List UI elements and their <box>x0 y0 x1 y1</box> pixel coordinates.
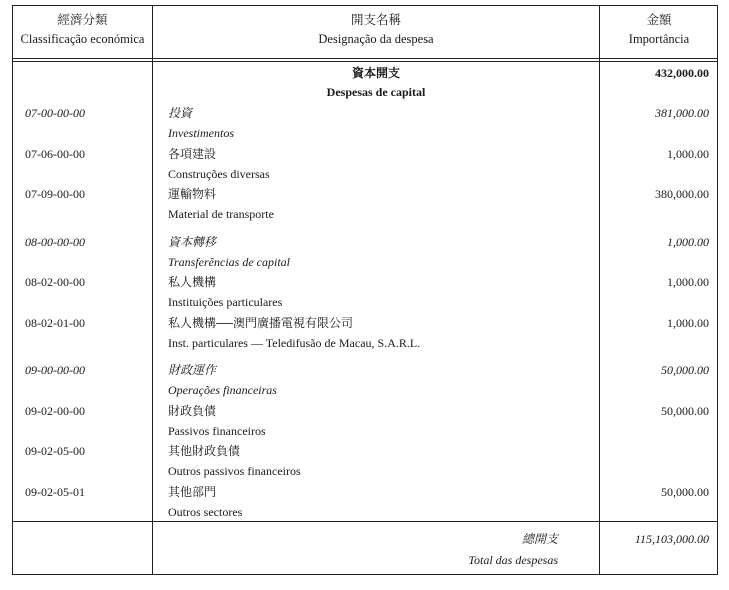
column-header-designation <box>153 11 599 49</box>
row-designation-pt: Construções diversas <box>168 167 270 181</box>
row-amount: 50,000.00 <box>661 404 709 418</box>
row-amount: 381,000.00 <box>655 106 709 120</box>
total-label-pt: Total das despesas <box>468 553 558 567</box>
column-header-amount-zh: 金額 <box>646 13 672 27</box>
column-header-amount-pt: Importância <box>628 32 690 46</box>
row-code: 08-00-00-00 <box>25 235 85 249</box>
row-designation-pt: Outros passivos financeiros <box>168 464 301 478</box>
total-amount: 115,103,000.00 <box>634 532 709 546</box>
row-designation-pt: Investimentos <box>168 126 234 140</box>
row-amount: 50,000.00 <box>661 363 709 377</box>
header-rule <box>13 58 717 59</box>
row-designation-pt: Material de transporte <box>168 207 274 221</box>
row-amount: 50,000.00 <box>661 485 709 499</box>
row-designation-pt: Inst. particulares — Teledifusão de Macau, S.A.R.L. <box>168 336 421 350</box>
row-designation-pt: Instituições particulares <box>168 295 283 309</box>
row-designation-pt: Transferências de capital <box>168 255 290 269</box>
row-amount: 1,000.00 <box>667 316 709 330</box>
row-designation-zh: 其他部門 <box>168 485 217 499</box>
row-designation-zh: 資本轉移 <box>168 235 217 249</box>
section-amount: 432,000.00 <box>655 66 709 80</box>
row-amount: 1,000.00 <box>667 235 709 249</box>
total-label-zh: 總開支 <box>521 532 558 546</box>
row-amount: 1,000.00 <box>667 275 709 289</box>
budget-table <box>12 5 718 575</box>
total-rule <box>13 521 717 522</box>
row-code: 09-02-05-01 <box>25 485 85 499</box>
column-header-code-zh: 經濟分類 <box>57 13 108 27</box>
row-amount: 380,000.00 <box>655 187 709 201</box>
row-code: 07-00-00-00 <box>25 106 85 120</box>
section-title-zh: 資本開支 <box>351 66 400 80</box>
row-code: 09-00-00-00 <box>25 363 85 377</box>
row-code: 08-02-00-00 <box>25 275 85 289</box>
row-code: 09-02-00-00 <box>25 404 85 418</box>
row-designation-zh: 其他財政負債 <box>168 444 241 458</box>
column-header-amount <box>600 11 718 49</box>
row-code: 09-02-05-00 <box>25 444 85 458</box>
row-designation-zh: 財政運作 <box>168 363 217 377</box>
header-rule <box>13 61 717 62</box>
column-header-code <box>13 11 152 49</box>
row-designation-pt: Outros sectores <box>168 505 243 519</box>
row-amount <box>600 442 709 460</box>
row-designation-pt: Operações financeiras <box>168 383 277 397</box>
row-code: 08-02-01-00 <box>25 316 85 330</box>
row-designation-zh: 運輸物料 <box>168 187 217 201</box>
row-amount: 1,000.00 <box>667 147 709 161</box>
column-header-designation-pt: Designação da despesa <box>318 32 434 46</box>
row-designation-zh: 各項建設 <box>168 147 217 161</box>
row-designation-pt: Passivos financeiros <box>168 424 266 438</box>
row-designation-zh: 私人機構 <box>168 275 217 289</box>
row-code: 07-06-00-00 <box>25 147 85 161</box>
row-designation-zh: 投資 <box>168 106 193 120</box>
row-designation-zh: 私人機構──澳門廣播電視有限公司 <box>168 316 354 330</box>
column-header-designation-zh: 開支名稱 <box>350 13 401 27</box>
row-code: 07-09-00-00 <box>25 187 85 201</box>
column-header-code-pt: Classificação económica <box>20 32 145 46</box>
row-designation-zh: 財政負債 <box>168 404 217 418</box>
section-title-pt: Despesas de capital <box>326 85 426 99</box>
